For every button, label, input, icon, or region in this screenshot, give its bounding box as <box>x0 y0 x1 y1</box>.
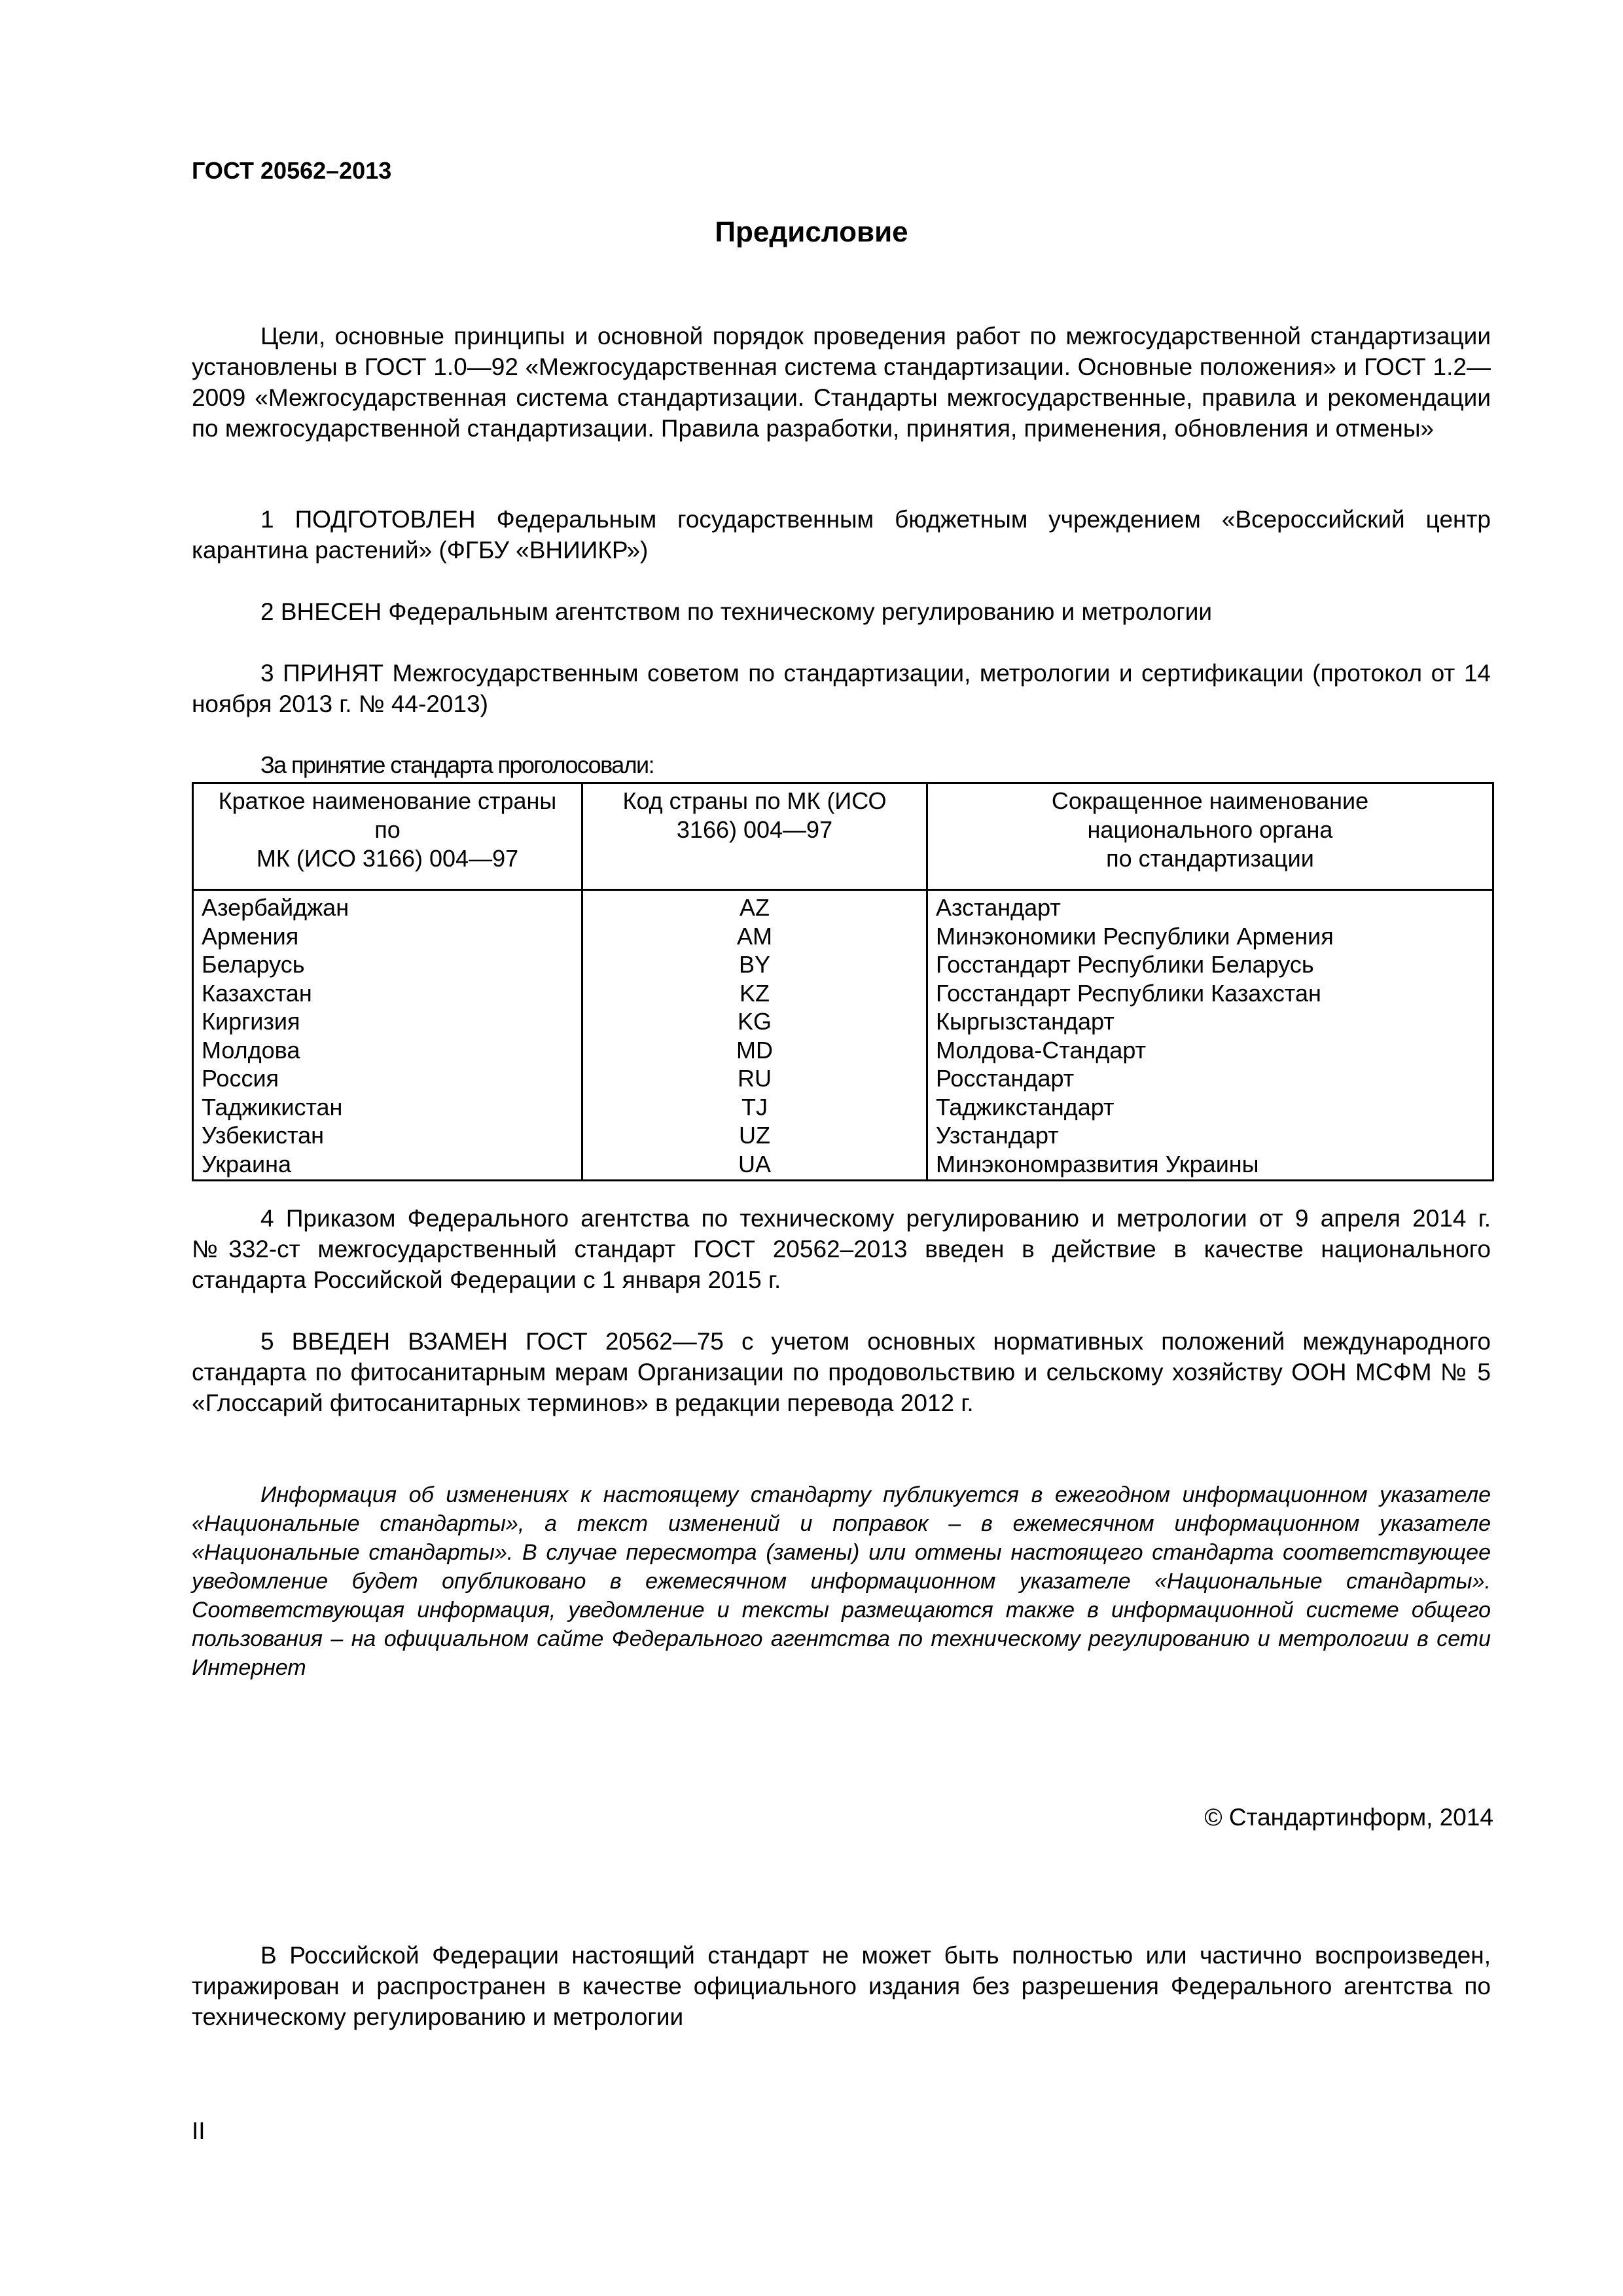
cell-country: Россия <box>193 1064 582 1093</box>
header-country-line: по <box>374 816 401 843</box>
voting-table <box>192 782 1494 1181</box>
header-code-line: Код страны по МК (ИСО <box>622 787 887 814</box>
intro-paragraph: Цели, основные принципы и основной порядок проведения работ по межгосударственной стандартизации установлены в ГОСТ 1.0—92 «Межгосударственная система стандартизации. Основные положения» и ГОСТ 1.2—2009 «Межгосударственная система стандартизации. Стандарты межгосударственные, правила и рекомендации по межгосударственной стандартизации. Правила разработки, принятия, применения, обновления и отмены» <box>192 323 1491 442</box>
cell-body: Росстандарт <box>927 1064 1493 1093</box>
table-row <box>193 1093 1493 1122</box>
table-row <box>193 922 1493 951</box>
cell-country: Армения <box>193 922 582 951</box>
paragraph-5: 5 ВВЕДЕН ВЗАМЕН ГОСТ 20562—75 с учетом основных нормативных положений международного стандарта по фитосанитарным мерам Организации по продовольствию и сельскому хозяйству ООН МСФМ № 5 «Глоссарий фитосанитарных терминов» в редакции перевода 2012 г. <box>192 1328 1491 1416</box>
cell-code: TJ <box>582 1093 927 1122</box>
paragraph-4: 4 Приказом Федерального агентства по техническому регулированию и метрологии от 9 апреля 2014 г. №332-ст межгосударственный стандарт ГОСТ 20562–2013 введен в действие в качестве национального стандарта Российской Федерации с 1 января 2015 г. <box>192 1205 1491 1293</box>
cell-body: Госстандарт Республики Беларусь <box>927 950 1493 979</box>
cell-body: Кыргызстандарт <box>927 1007 1493 1036</box>
table-row <box>193 1121 1493 1150</box>
header-body <box>927 783 1493 890</box>
table-row <box>193 890 1493 922</box>
cell-country: Узбекистан <box>193 1121 582 1150</box>
cell-code: UZ <box>582 1121 927 1150</box>
cell-body: Молдова-Стандарт <box>927 1036 1493 1065</box>
cell-country: Молдова <box>193 1036 582 1065</box>
cell-code: AZ <box>582 890 927 922</box>
cell-code: BY <box>582 950 927 979</box>
table-header-row <box>193 783 1493 890</box>
cell-body: Госстандарт Республики Казахстан <box>927 979 1493 1008</box>
table-row <box>193 1007 1493 1036</box>
cell-code: AM <box>582 922 927 951</box>
page-title: Предисловие <box>715 216 908 248</box>
table-row <box>193 979 1493 1008</box>
table-row <box>193 1150 1493 1181</box>
table-row <box>193 1064 1493 1093</box>
header-country-line: МК (ИСО 3166) 004—97 <box>256 845 519 872</box>
header-code <box>582 783 927 890</box>
cell-country: Азербайджан <box>193 890 582 922</box>
cell-country: Беларусь <box>193 950 582 979</box>
cell-body: Таджикстандарт <box>927 1093 1493 1122</box>
table-row <box>193 1036 1493 1065</box>
table-row <box>193 950 1493 979</box>
cell-body: Азстандарт <box>927 890 1493 922</box>
cell-country: Казахстан <box>193 979 582 1008</box>
info-notice: Информация об изменениях к настоящему стандарту публикуется в ежегодном информационном указателе «Национальные стандарты», а текст изменений и поправок – в ежемесячном информационном указателе «Национальные стандарты». В случае пересмотра (замены) или отмены настоящего стандарта соответствующее уведомление будет опубликовано в ежемесячном информационном указателе «Национальные стандарты». Соответствующая информация, уведомление и тексты размещаются также в информационной системе общего пользования – на официальном сайте Федерального агентства по техническому регулированию и метрологии в сети Интернет <box>192 1482 1491 1680</box>
cell-code: MD <box>582 1036 927 1065</box>
header-body-line: по стандартизации <box>1106 845 1314 872</box>
cell-body: Минэкономики Республики Армения <box>927 922 1493 951</box>
copyright-notice: © Стандартинформ, 2014 <box>1204 1804 1493 1831</box>
cell-code: RU <box>582 1064 927 1093</box>
reproduction-notice: В Российской Федерации настоящий стандарт не может быть полностью или частично воспроизведен, тиражирован и распространен в качестве официального издания без разрешения Федерального агентства по техническому регулированию и метрологии <box>192 1942 1491 2030</box>
cell-code: KG <box>582 1007 927 1036</box>
cell-country: Таджикистан <box>193 1093 582 1122</box>
cell-country: Украина <box>193 1150 582 1181</box>
document-id-header: ГОСТ 20562–2013 <box>192 157 392 184</box>
cell-code: UA <box>582 1150 927 1181</box>
cell-body: Узстандарт <box>927 1121 1493 1150</box>
cell-body: Минэкономразвития Украины <box>927 1150 1493 1181</box>
cell-code: KZ <box>582 979 927 1008</box>
header-body-line: Сокращенное наименование <box>1051 787 1369 814</box>
header-code-line: 3166) 004—97 <box>676 816 833 843</box>
page-number: II <box>192 2117 205 2144</box>
cell-country: Киргизия <box>193 1007 582 1036</box>
header-body-line: национального органа <box>1087 816 1333 843</box>
header-country-line: Краткое наименование страны <box>218 787 557 814</box>
table-caption: За принятие стандарта проголосовали: <box>260 751 654 778</box>
header-country <box>193 783 582 890</box>
paragraph-2: 2 ВНЕСЕН Федеральным агентством по техническому регулированию и метрологии <box>260 598 1213 625</box>
paragraph-3: 3 ПРИНЯТ Межгосударственным советом по стандартизации, метрологии и сертификации (протокол от 14 ноября 2013 г. № 44-2013) <box>192 660 1491 717</box>
paragraph-1: 1 ПОДГОТОВЛЕН Федеральным государственным бюджетным учреждением «Всероссийский центр карантина растений» (ФГБУ «ВНИИКР») <box>192 506 1491 564</box>
